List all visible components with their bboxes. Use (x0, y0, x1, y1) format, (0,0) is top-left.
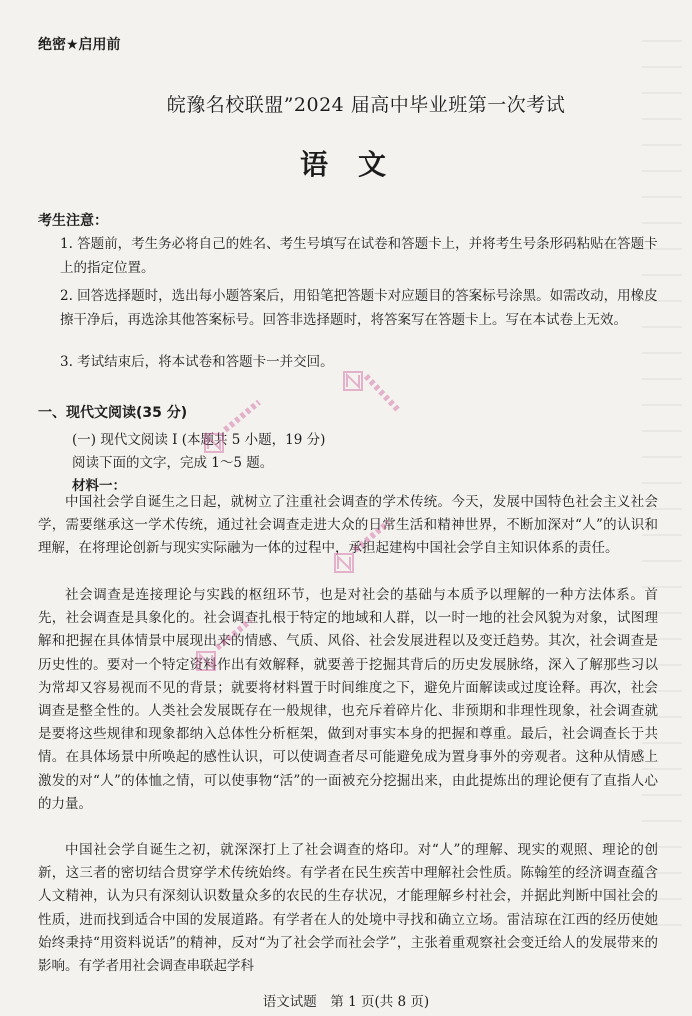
subsection-title: (一) 现代文阅读 Ⅰ (本题共 5 小题，19 分) (72, 432, 326, 448)
material-label: 材料一： (72, 478, 126, 494)
paragraph-3: 中国社会学自诞生之初，就深深打上了社会调查的烙印。对“人”的理解、现实的观照、理论的创新，这三者的密切结合贯穿学术传统始终。有学者在民生疾苦中理解社会性质。陈翰笙的经济调查蕴含人文精神，认为只有深刻认识数量众多的农民的生存状况，才能理解乡村社会，并据此判断中国社会的性质，进而找到适合中国的发展道路。有学者在人的处境中寻找和确立立场。雷洁琼在江西的经历使她始终秉持“用资料说话”的精神，反对“为了社会学而社会学”，主张着重观察社会变迁给人的发展带来的影响。有学者用社会调查串联起学科 (38, 842, 658, 975)
notice-item-2: 2. 回答选择题时，选出每小题答案后，用铅笔把答题卡对应题目的答案标号涂黑。如需改动，用橡皮擦干净后，再选涂其他答案标号。回答非选择题时，将答案写在答题卡上。写在本试卷上无效。 (60, 288, 658, 328)
subject-title: 语文 (299, 148, 416, 181)
watermark-stamp-icon (333, 520, 393, 580)
reading-instruction: 阅读下面的文字，完成 1～5 题。 (72, 455, 274, 471)
notice-heading: 考生注意： (38, 213, 108, 229)
paragraph-1: 中国社会学自诞生之日起，就树立了注重社会调查的学术传统。今天，发展中国特色社会主义社会学，需要继承这一学术传统，通过社会调查走进大众的日常生活和精神世界，不断加深对“人”的认识和理解，在将理论创新与现实实际融为一体的过程中，承担起建构中国社会学自主知识体系的责任。 (38, 494, 658, 557)
page-footer: 语文试题 第 1 页(共 8 页) (262, 994, 430, 1010)
exam-title: 皖豫名校联盟”2024 届高中毕业班第一次考试 (166, 94, 566, 116)
notice-item-1: 1. 答题前，考生务必将自己的姓名、考生号填写在试卷和答题卡上，并将考生号条形码粘贴在答题卡上的指定位置。 (60, 236, 658, 276)
watermark-stamp-icon (203, 400, 263, 460)
section-title: 一、现代文阅读(35 分) (38, 405, 188, 421)
watermark-stamp-icon (195, 618, 255, 678)
paragraph-2: 社会调查是连接理论与实践的枢纽环节，也是对社会的基础与本质予以理解的一种方法体系。首先，社会调查是具象化的。社会调查扎根于特定的地域和人群，以一时一地的社会风貌为对象，试图理解和把握在具体情景中展现出来的情感、气质、风俗、社会发展进程以及变迁趋势。其次，社会调查是历史性的。要对一个特定资料作出有效解释，就要善于挖掘其背后的历史发展脉络，深入了解那些习以为常却又容易视而不见的背景；就要将材料置于时间维度之下，避免片面解读或过度诠释。再次，社会调查是整全性的。人类社会发展既存在一般规律，也充斥着碎片化、非预期和非理性现象，社会调查就是要将这些规律和现象都纳入总体性分析框架，做到对事实本身的把握和尊重。最后，社会调查长于共情。在具体场景中所唤起的感性认识，可以使调查者尽可能避免成为置身事外的旁观者。这种从情感上激发的对“人”的体恤之情，可以使事物“活”的一面被充分挖掘出来，由此提炼出的理论便有了直指人心的力量。 (38, 587, 658, 812)
watermark-stamp-icon (342, 370, 402, 430)
confidential-label: 绝密★启用前 (38, 37, 121, 53)
notice-item-3: 3. 考试结束后，将本试卷和答题卡一并交回。 (60, 354, 334, 370)
